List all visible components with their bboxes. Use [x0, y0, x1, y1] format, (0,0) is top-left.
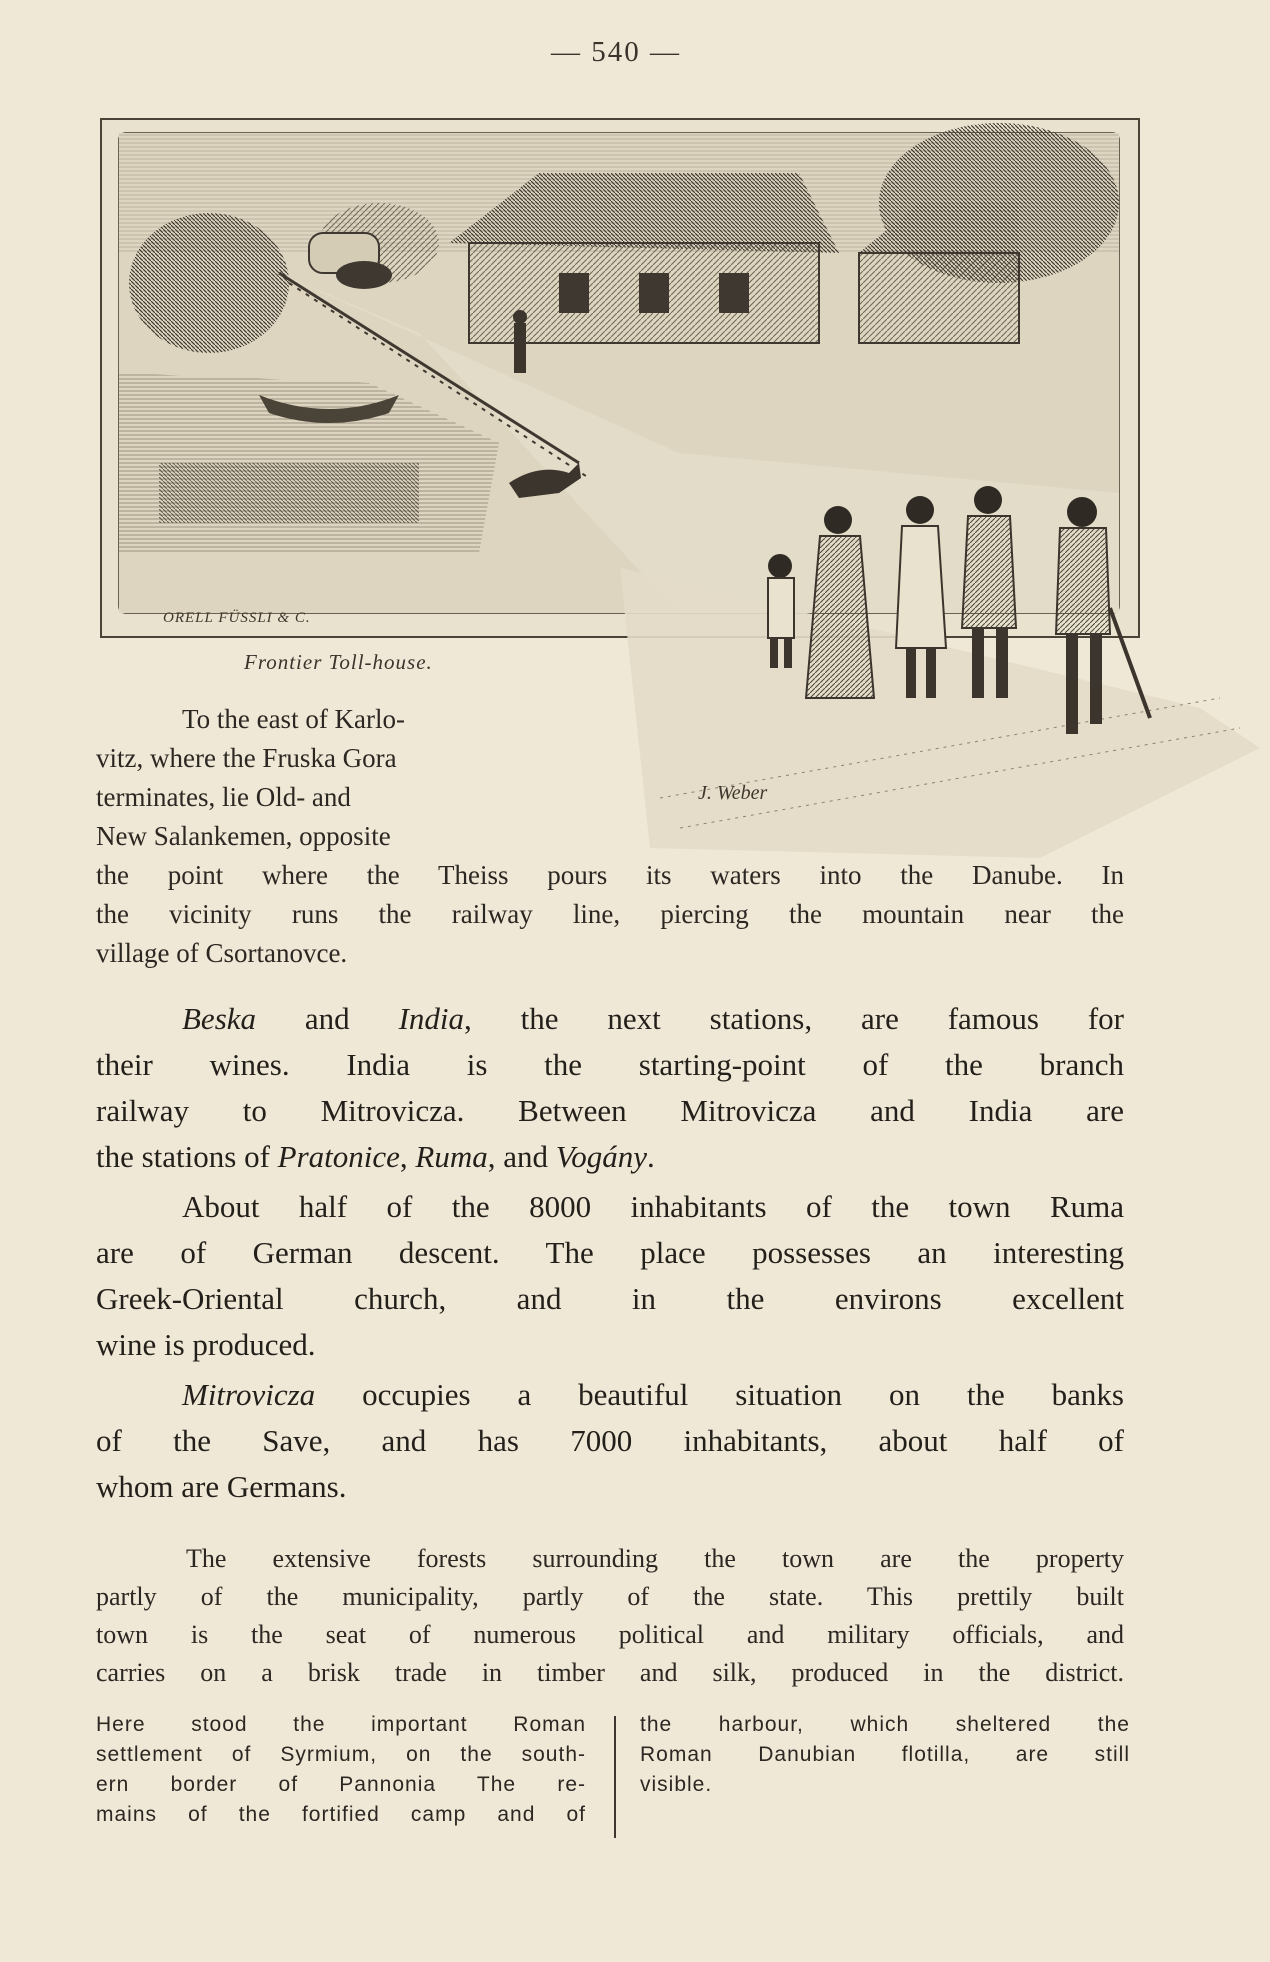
text-line: the harbour, which sheltered the — [640, 1713, 1130, 1736]
text-line: terminates, lie Old- and — [96, 782, 351, 812]
text-line: are of German descent. The place possesses an interesting — [96, 1235, 1124, 1270]
illustration-caption: Frontier Toll-house. — [244, 650, 433, 674]
text-line: settlement of Syrmium, on the south- — [96, 1743, 586, 1766]
text-line: New Salankemen, opposite — [96, 821, 391, 851]
paragraph-stations — [96, 996, 1124, 1180]
text-line: ern border of Pannonia The re- — [96, 1773, 586, 1796]
paragraph-continuation — [96, 856, 1124, 973]
text-run: the stations of — [96, 1139, 278, 1174]
paragraph-forests — [96, 1540, 1124, 1692]
text-line: whom are Germans. — [96, 1469, 347, 1504]
text-line: the point where the Theiss pours its waters into the Danube. In — [96, 860, 1124, 890]
text-line: Greek-Oriental church, and in the environs excellent — [96, 1281, 1124, 1316]
place-name: Pratonice — [277, 1139, 400, 1174]
text-run: and — [256, 1001, 399, 1036]
place-name: India — [398, 1001, 464, 1036]
text-run: . — [647, 1139, 655, 1174]
place-name: Ruma — [415, 1139, 488, 1174]
text-line — [96, 1134, 1124, 1180]
text-line: vitz, where the Fruska Gora — [96, 743, 397, 773]
text-line: About half of the 8000 inhabitants of the town Ruma — [182, 1189, 1124, 1224]
text-run: , — [399, 1139, 416, 1174]
text-line: town is the seat of numerous political and military officials, and — [96, 1620, 1124, 1649]
place-name: Beska — [182, 1001, 257, 1036]
text-line: railway to Mitrovicza. Between Mitrovicza and India are — [96, 1093, 1124, 1128]
paragraph-ruma — [96, 1184, 1124, 1368]
text-line: mains of the fortified camp and of — [96, 1803, 586, 1826]
text-line: of the Save, and has 7000 inhabitants, about half of — [96, 1423, 1124, 1458]
text-line: To the east of Karlo- — [182, 704, 406, 734]
place-name: Vogány — [555, 1139, 648, 1174]
text-line: village of Csortanovce. — [96, 938, 348, 968]
footnote-left-column — [96, 1710, 586, 1830]
text-line: the vicinity runs the railway line, piercing the mountain near the — [96, 899, 1124, 929]
paragraph-wrap — [96, 700, 506, 856]
text-line: Here stood the important Roman — [96, 1713, 586, 1736]
engraver-signature: J. Weber — [698, 782, 768, 804]
engraver-mark: ORELL FÜSSLI & C. — [163, 610, 311, 626]
main-body — [96, 996, 1124, 1514]
text-line: visible. — [640, 1773, 713, 1796]
text-line: carries on a brisk trade in timber and silk, produced in the district. — [96, 1658, 1124, 1687]
text-run: , and — [487, 1139, 556, 1174]
place-name: Mitrovicza — [182, 1377, 316, 1412]
text-line — [96, 1372, 1124, 1418]
paragraph-mitrovicza — [96, 1372, 1124, 1510]
text-line: The extensive forests surrounding the town are the property — [186, 1544, 1124, 1573]
page-number: — 540 — — [551, 36, 681, 68]
text-run: occupies a beautiful situation on the banks — [315, 1377, 1124, 1412]
text-line: wine is produced. — [96, 1327, 316, 1362]
text-line — [96, 996, 1124, 1042]
text-line: Roman Danubian flotilla, are still — [640, 1743, 1130, 1766]
footnote-columns — [96, 1710, 1130, 1830]
text-line: partly of the municipality, partly of the state. This prettily built — [96, 1582, 1124, 1611]
column-divider — [614, 1716, 616, 1838]
footnote-right-column — [640, 1710, 1130, 1800]
text-run: , the next stations, are famous for — [464, 1001, 1125, 1036]
text-line: their wines. India is the starting-point of the branch — [96, 1047, 1124, 1082]
